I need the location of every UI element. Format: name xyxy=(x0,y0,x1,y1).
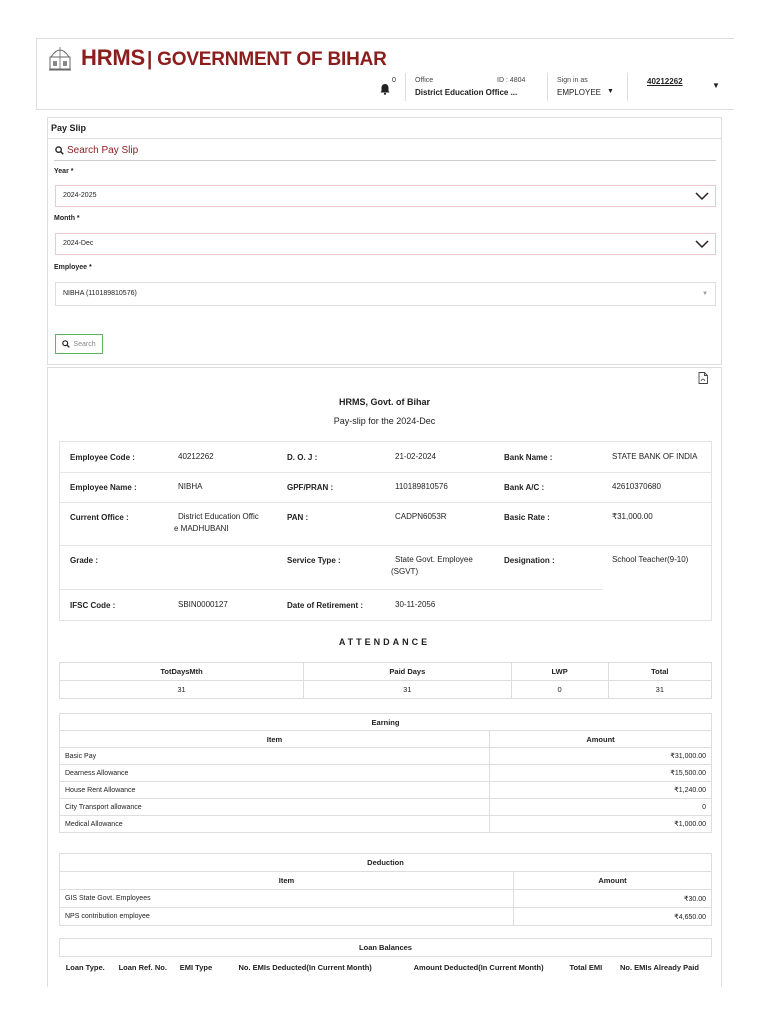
caret-down-icon: ▼ xyxy=(607,88,614,95)
current-office-line1: District Education Offic xyxy=(178,512,259,521)
header-divider xyxy=(627,73,628,101)
earning-item: House Rent Allowance xyxy=(60,782,490,799)
earning-item: City Transport allowance xyxy=(60,799,490,816)
notification-bell-icon[interactable] xyxy=(379,83,391,95)
ifsc: SBIN0000127 xyxy=(178,600,228,609)
month-label: Month * xyxy=(54,215,80,222)
search-icon xyxy=(62,340,70,348)
deduction-table xyxy=(59,853,712,926)
table-cell: 31 xyxy=(608,681,711,699)
gpf-label: GPF/PRAN : xyxy=(287,483,334,492)
earning-item: Basic Pay xyxy=(60,748,490,765)
search-button[interactable] xyxy=(55,334,103,354)
ifsc-label: IFSC Code : xyxy=(70,601,116,610)
payslip-title: HRMS, Govt. of Bihar xyxy=(338,397,430,407)
year-value: 2024-2025 xyxy=(63,192,97,199)
pay-slip-document xyxy=(47,367,722,987)
divider xyxy=(60,472,711,473)
payslip-subtitle: Pay-slip for the 2024-Dec xyxy=(333,416,436,426)
deduction-amount: ₹4,650.00 xyxy=(514,908,712,926)
employee-name-label: Employee Name : xyxy=(70,483,137,492)
search-icon xyxy=(55,146,64,155)
table-cell: 31 xyxy=(60,681,304,699)
doj: 21-02-2024 xyxy=(395,452,436,461)
divider xyxy=(60,589,603,590)
column-header: TotDaysMth xyxy=(60,663,304,681)
earning-amount: ₹15,500.00 xyxy=(490,765,712,782)
earning-item: Medical Allowance xyxy=(60,816,490,833)
user-id-link[interactable]: 40212262 xyxy=(647,77,683,86)
grade-label: Grade : xyxy=(70,556,99,565)
deduction-item: NPS contribution employee xyxy=(60,908,514,926)
column-header: Total EMI xyxy=(569,963,603,973)
employee-value: NIBHA (110189810576) xyxy=(63,290,137,297)
current-office-line2: e MADHUBANI xyxy=(174,524,229,533)
header-divider xyxy=(405,73,406,101)
notification-count: 0 xyxy=(392,77,396,84)
table-row xyxy=(60,681,712,699)
designation-label: Designation : xyxy=(504,556,555,565)
gpf-pran: 110189810576 xyxy=(395,482,448,491)
bank-name: STATE BANK OF INDIA xyxy=(612,452,698,461)
item-header: Item xyxy=(60,731,490,748)
year-label: Year * xyxy=(54,168,74,175)
employee-select[interactable] xyxy=(55,282,716,306)
employee-code: 40212262 xyxy=(178,452,214,461)
employee-code-label: Employee Code : xyxy=(70,453,135,462)
table-header-row xyxy=(60,731,712,748)
employee-name: NIBHA xyxy=(178,482,203,491)
service-type-line1: State Govt. Employee xyxy=(395,555,473,564)
table-caption-row xyxy=(60,854,712,872)
column-header: Loan Ref. No. xyxy=(118,963,167,973)
hrms-logo[interactable] xyxy=(47,43,387,73)
earning-caption: Earning xyxy=(60,714,712,731)
brand-name: HRMS | GOVERNMENT OF BIHAR xyxy=(81,45,387,70)
earning-amount: ₹31,000.00 xyxy=(490,748,712,765)
earning-table xyxy=(59,713,712,833)
year-select[interactable] xyxy=(55,185,716,207)
amount-header: Amount xyxy=(514,872,712,890)
deduction-amount: ₹30.00 xyxy=(514,890,712,908)
caret-down-icon: ▼ xyxy=(702,291,708,297)
employee-label: Employee * xyxy=(54,264,92,271)
month-value: 2024-Dec xyxy=(63,240,94,247)
column-header: No. EMIs Deducted(In Current Month) xyxy=(238,963,372,973)
table-row xyxy=(60,816,712,833)
chevron-down-icon xyxy=(695,190,709,202)
month-select[interactable] xyxy=(55,233,716,255)
deduction-caption: Deduction xyxy=(60,854,712,872)
divider xyxy=(54,160,716,161)
retirement-date: 30-11-2056 xyxy=(395,600,436,609)
designation: School Teacher(9-10) xyxy=(612,555,689,564)
table-row xyxy=(60,799,712,816)
column-header: Amount Deducted(In Current Month) xyxy=(413,963,544,973)
search-pay-slip-panel xyxy=(47,117,722,365)
bihar-emblem-icon xyxy=(47,43,73,73)
column-header: No. EMIs Already Paid xyxy=(620,963,699,973)
column-header: Paid Days xyxy=(304,663,511,681)
table-caption-row xyxy=(60,714,712,731)
divider xyxy=(60,545,711,546)
pdf-download-icon[interactable] xyxy=(698,372,708,384)
bank-ac: 42610370680 xyxy=(612,482,661,491)
attendance-title: ATTENDANCE xyxy=(338,637,431,647)
table-row xyxy=(60,748,712,765)
current-office-label: Current Office : xyxy=(70,513,129,522)
basic-rate-label: Basic Rate : xyxy=(504,513,550,522)
column-header: EMI Type xyxy=(179,963,213,973)
service-type-label: Service Type : xyxy=(287,556,341,565)
column-header: Loan Type. xyxy=(65,963,105,973)
divider xyxy=(48,138,721,139)
attendance-table xyxy=(59,662,712,699)
earning-amount: 0 xyxy=(490,799,712,816)
earning-amount: ₹1,240.00 xyxy=(490,782,712,799)
column-header: Total xyxy=(608,663,711,681)
loan-caption: Loan Balances xyxy=(60,939,712,957)
basic-rate: ₹31,000.00 xyxy=(612,512,653,521)
top-header xyxy=(36,38,734,110)
table-header-row xyxy=(60,872,712,890)
service-type-line2: (SGVT) xyxy=(391,567,419,576)
bank-ac-label: Bank A/C : xyxy=(504,483,545,492)
user-menu-caret-icon[interactable]: ▼ xyxy=(712,81,720,90)
earning-item: Dearness Allowance xyxy=(60,765,490,782)
deduction-item: GIS State Govt. Employees xyxy=(60,890,514,908)
employee-info-grid xyxy=(59,441,712,621)
office-label: Office xyxy=(415,77,434,84)
table-header-row xyxy=(60,957,712,979)
table-header-row xyxy=(60,663,712,681)
panel-title: Pay Slip xyxy=(51,123,87,133)
retirement-label: Date of Retirement : xyxy=(287,601,364,610)
loan-balances-table xyxy=(59,938,712,979)
doj-label: D. O. J : xyxy=(287,453,318,462)
pan: CADPN6053R xyxy=(395,512,447,521)
header-divider xyxy=(547,73,548,101)
signin-role: EMPLOYEE xyxy=(557,88,602,97)
table-row xyxy=(60,782,712,799)
search-heading xyxy=(55,145,138,156)
table-cell: 0 xyxy=(511,681,608,699)
table-row xyxy=(60,765,712,782)
signin-label: Sign in as xyxy=(557,77,588,84)
divider xyxy=(60,502,711,503)
office-id: ID : 4804 xyxy=(497,77,526,84)
search-heading-text: Search Pay Slip xyxy=(67,145,139,156)
table-caption-row xyxy=(60,939,712,957)
item-header: Item xyxy=(60,872,514,890)
office-name: District Education Office ... xyxy=(415,88,518,97)
pan-label: PAN : xyxy=(287,513,309,522)
chevron-down-icon xyxy=(695,238,709,250)
column-header: LWP xyxy=(511,663,608,681)
table-cell: 31 xyxy=(304,681,511,699)
amount-header: Amount xyxy=(490,731,712,748)
table-row xyxy=(60,908,712,926)
bank-name-label: Bank Name : xyxy=(504,453,553,462)
table-row xyxy=(60,890,712,908)
search-button-label: Search xyxy=(73,340,96,348)
earning-amount: ₹1,000.00 xyxy=(490,816,712,833)
